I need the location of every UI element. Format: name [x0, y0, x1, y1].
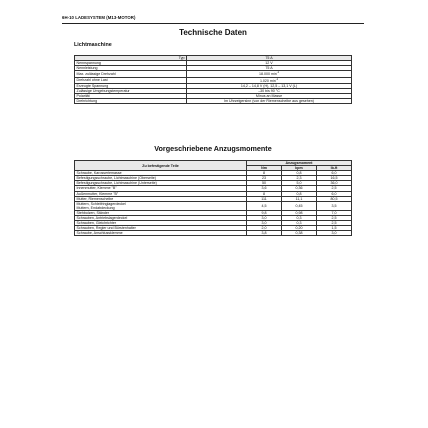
- spec-label: Polarität: [75, 94, 187, 99]
- spec-label: Max. zulässige Drehzahl: [75, 71, 187, 77]
- torque-part-text: Schrauben, Gleichrichter: [76, 221, 117, 226]
- torque-kpm: 5,0: [282, 181, 317, 186]
- torque-nm: 111: [247, 196, 282, 201]
- torque-nm: 8: [247, 191, 282, 196]
- tech-subtitle: Lichtmaschine: [74, 42, 112, 48]
- torque-nm: 3,8: [247, 231, 282, 236]
- torque-nm: 2,0: [247, 226, 282, 231]
- torque-lbft: 3,5: [317, 201, 352, 210]
- spec-value-text: 18.000 min: [258, 72, 277, 77]
- torque-part-text: Muttern, Schleifringlagerdeckel: [76, 201, 126, 206]
- col-group: Anzugsmoment: [247, 161, 352, 166]
- torque-part: [75, 201, 247, 210]
- torque-lbft: 7,0: [317, 210, 352, 215]
- torque-nm: 23: [247, 176, 282, 181]
- torque-kpm: 0,45: [282, 201, 317, 210]
- torque-lbft: 2,5: [317, 221, 352, 226]
- torque-part-text: Schrauben, Regler und Bürstenhalter: [76, 226, 136, 231]
- torque-part-text-2: Muttern, Endabdeckung: [76, 205, 115, 210]
- torque-lbft: 6,0: [317, 191, 352, 196]
- torque-part-text: Mutter, Riemenscheibe: [76, 196, 114, 201]
- torque-nm: 9,8: [247, 210, 282, 215]
- spec-label: Nennspannung: [75, 61, 187, 66]
- spec-table: [74, 55, 352, 104]
- torque-nm: 3,6: [247, 186, 282, 191]
- spec-label: Erzeugte Spannung: [75, 83, 187, 88]
- torque-part-text: Schrauben, Antriebslagerdeckel: [76, 216, 128, 221]
- page-header: [62, 15, 364, 24]
- torque-row: [75, 231, 352, 236]
- torque-lbft: 6,0: [317, 171, 352, 176]
- torque-kpm: 2,3: [282, 176, 317, 181]
- torque-head-row-1: [75, 161, 352, 166]
- torque-part: [75, 231, 247, 236]
- col-nm: Nm: [247, 166, 282, 171]
- spec-value-text: 14,2 – 14,8 V (H), 12,5 – 13,1 V (L): [240, 83, 298, 88]
- torque-lbft: 1,5: [317, 226, 352, 231]
- spec-value-text: Im Uhrzeigersinn (von der Riemenscheibe aus gesehen): [224, 99, 314, 104]
- col-part: Zu befestigende Teile: [75, 161, 247, 171]
- spec-value-text: Minus an Masse: [255, 94, 283, 99]
- torque-kpm: 0,3: [282, 216, 317, 221]
- torque-row: [75, 201, 352, 210]
- torque-title: Vorgeschriebene Anzugsmomente: [154, 144, 272, 153]
- spec-row: [75, 99, 352, 104]
- torque-kpm: 0,8: [282, 171, 317, 176]
- torque-nm: 4,5: [247, 201, 282, 210]
- spec-value-text: 12 V: [265, 61, 273, 66]
- tech-title: Technische Daten: [179, 28, 247, 37]
- spec-body: [75, 61, 352, 104]
- spec-label: Zulässige Umgebungstemperatur: [75, 88, 187, 93]
- spec-head-label: Typ: [75, 56, 187, 61]
- torque-kpm: 11,1: [282, 196, 317, 201]
- spec-label: Drehzahl ohne Last: [75, 77, 187, 83]
- header-text: 6H-10 LADESYSTEM (M13-MOTOR): [62, 15, 136, 20]
- torque-lbft: 2,5: [317, 216, 352, 221]
- torque-nm: 3,0: [247, 221, 282, 226]
- torque-body: [75, 171, 352, 236]
- spec-value-sup: -1: [276, 71, 280, 75]
- torque-part-text: Befestigungsschraube, Lichtmaschine (Oberseite): [76, 176, 157, 181]
- torque-lbft: 16,5: [317, 176, 352, 181]
- torque-lbft: 36,0: [317, 181, 352, 186]
- col-lbft: lb-ft: [317, 166, 352, 171]
- torque-kpm: 0,38: [282, 231, 317, 236]
- torque-nm: 50: [247, 181, 282, 186]
- torque-nm: 8: [247, 171, 282, 176]
- torque-kpm: 0,20: [282, 226, 317, 231]
- torque-part-text: Schraube, Karosseriemasse: [76, 171, 122, 176]
- col-kpm: kpm: [282, 166, 317, 171]
- torque-part-text: Außenmutter, Klemme "B": [76, 191, 119, 196]
- torque-part-text: Innenmutter, Klemme "B": [76, 186, 117, 191]
- torque-part-text: Befestigungsschraube, Lichtmaschine (Unterseite): [76, 181, 157, 186]
- spec-head-type: 75 A: [187, 56, 352, 61]
- torque-part-text: Stehbolzen, Ständer: [76, 210, 110, 215]
- torque-lbft: 80,5: [317, 196, 352, 201]
- spec-value-sup: -1: [275, 77, 279, 81]
- torque-lbft: 2,5: [317, 186, 352, 191]
- torque-table: [74, 160, 352, 236]
- spec-value-text: –30 bis 90 °C: [258, 88, 280, 93]
- spec-label: Nennleistung: [75, 66, 187, 71]
- spec-value-text: 1.020 min: [259, 78, 276, 83]
- torque-part-text: Schraube, Anschlussklemme: [76, 231, 123, 236]
- torque-kpm: 0,8: [282, 191, 317, 196]
- torque-kpm: 0,36: [282, 186, 317, 191]
- spec-value: [187, 99, 352, 104]
- torque-lbft: 3,0: [317, 231, 352, 236]
- torque-kpm: 0,3: [282, 221, 317, 226]
- torque-kpm: 0,98: [282, 210, 317, 215]
- torque-nm: 3,0: [247, 216, 282, 221]
- spec-label: Drehrichtung: [75, 99, 187, 104]
- spec-value-text: 75 A: [265, 66, 273, 71]
